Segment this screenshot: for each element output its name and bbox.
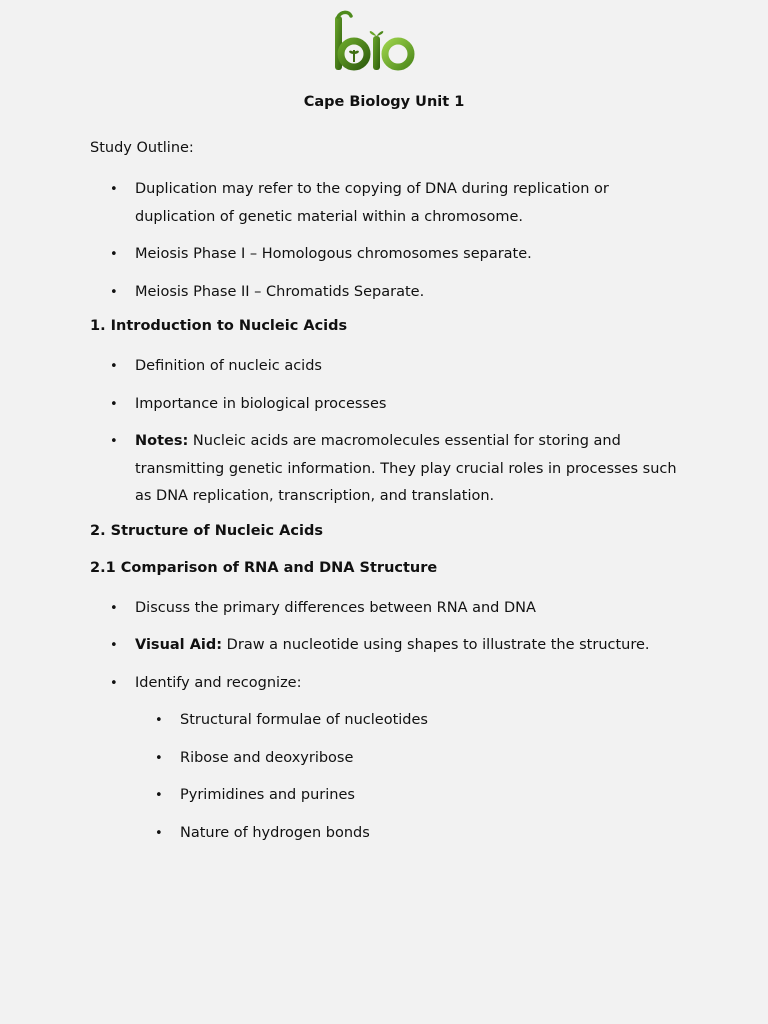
subsection-heading-comparison: 2.1 Comparison of RNA and DNA Structure: [90, 559, 438, 576]
logo-graphic: [333, 10, 415, 74]
logo-b-curl: [338, 12, 351, 17]
logo-i-stem: [373, 36, 380, 70]
list-item: • Meiosis Phase I – Homologous chromosomes separate.: [90, 241, 690, 269]
document-body: [90, 138, 690, 857]
comparison-list: [90, 595, 690, 848]
study-outline-label: Study Outline:: [90, 140, 194, 156]
notes-item: [90, 428, 690, 511]
logo-i-leaf-left: [370, 31, 377, 36]
introduction-list: [90, 353, 690, 511]
section-heading-introduction: 1. Introduction to Nucleic Acids: [90, 318, 348, 334]
notes-label: Notes:: [135, 433, 189, 449]
section-heading-structure: 2. Structure of Nucleic Acids: [90, 522, 323, 539]
logo-o: [385, 41, 411, 67]
visual-aid-item: [90, 632, 690, 660]
list-item: • Discuss the primary differences between RNA and DNA: [90, 595, 690, 623]
visual-aid-label: Visual Aid:: [135, 637, 223, 653]
list-item: • Importance in biological processes: [90, 391, 690, 419]
list-item: • Definition of nucleic acids: [90, 353, 690, 381]
list-item: • Nature of hydrogen bonds: [135, 820, 690, 848]
list-item: • Structural formulae of nucleotides: [135, 707, 690, 735]
list-item: • Duplication may refer to the copying of DNA during replication or duplication of genetic material within a chromosome.: [90, 176, 690, 231]
identify-label: Identify and recognize:: [135, 674, 302, 691]
identify-item: [90, 670, 690, 848]
identify-sublist: [135, 707, 690, 847]
list-item: • Pyrimidines and purines: [135, 782, 690, 810]
study-outline-list: [90, 176, 690, 306]
list-item: • Ribose and deoxyribose: [135, 745, 690, 773]
notes-text: Nucleic acids are macromolecules essential for storing and transmitting genetic information. They play crucial roles in processes such as DNA replication, transcription, and translation.: [135, 433, 677, 504]
bio-leaf-logo-icon: [333, 10, 415, 74]
visual-aid-text: Draw a nucleotide using shapes to illustrate the structure.: [222, 637, 650, 653]
list-item: • Meiosis Phase II – Chromatids Separate.: [90, 279, 690, 307]
logo-i-leaf-right: [377, 31, 384, 36]
page-title: Cape Biology Unit 1: [303, 94, 465, 110]
